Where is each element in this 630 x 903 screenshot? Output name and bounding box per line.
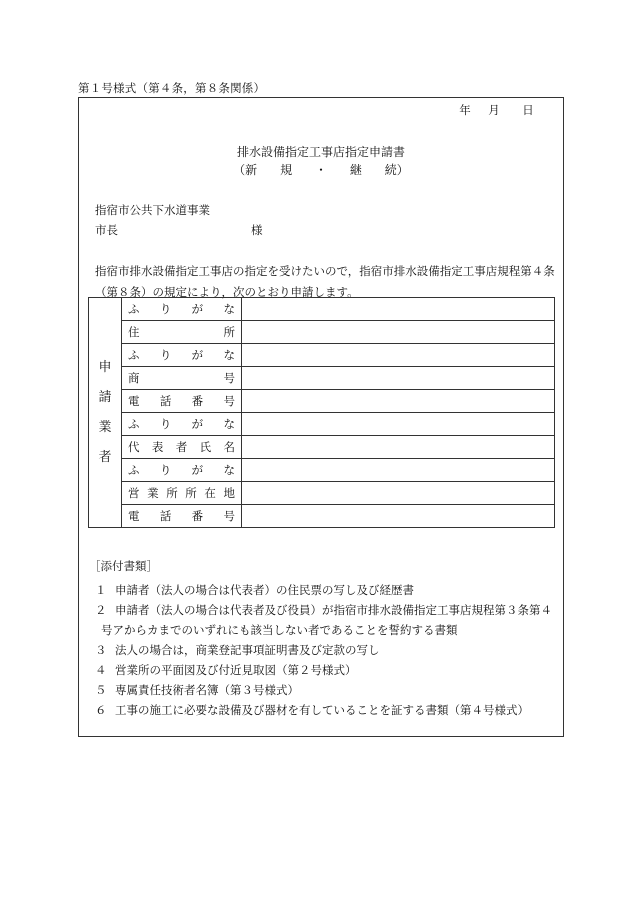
attachment-number: ６: [95, 703, 107, 717]
applicant-field-label: [122, 298, 242, 321]
attachment-item: [89, 640, 559, 660]
label-char: 番: [191, 509, 204, 523]
label-char: 話: [159, 394, 172, 408]
label-char: な: [223, 348, 235, 362]
applicant-table-row: [89, 436, 555, 459]
applicant-field-label: [122, 482, 242, 505]
applicant-field-input[interactable]: [242, 321, 555, 344]
subtitle-cont2: 続）: [384, 163, 409, 177]
applicant-table: [88, 297, 555, 528]
attachment-text: 工事の施工に必要な設備及び器材を有していることを証する書類（第４号様式）: [115, 703, 529, 717]
applicant-field-label: [122, 367, 242, 390]
attachment-item: [89, 580, 559, 600]
applicant-field-input[interactable]: [242, 413, 555, 436]
attachment-item: [89, 680, 559, 700]
label-char: ふ: [128, 302, 140, 316]
label-char: ふ: [128, 417, 140, 431]
date-year-label: 年: [459, 103, 471, 117]
attachment-item: [89, 700, 559, 720]
applicant-field-input[interactable]: [242, 459, 555, 482]
attachment-text-continuation: 号アからカまでのいずれにも該当しない者であることを誓約する書類: [101, 623, 458, 637]
label-char: 商: [128, 371, 140, 385]
applicant-table-row: [89, 459, 555, 482]
date-month-label: 月: [488, 103, 500, 117]
applicant-field-input[interactable]: [242, 344, 555, 367]
date-day-label: 日: [522, 103, 534, 117]
label-char: り: [159, 348, 172, 362]
applicant-table-row: [89, 298, 555, 321]
request-statement-line-2: （第８条）の規定により，次のとおり申請します。: [95, 285, 359, 299]
attachment-text: 営業所の平面図及び付近見取図（第２号様式）: [115, 663, 357, 677]
applicant-table-row: [89, 505, 555, 528]
applicant-side-label: [89, 298, 122, 528]
label-char: 電: [128, 394, 140, 408]
label-char: 代: [128, 440, 140, 454]
label-char: 所: [185, 486, 197, 500]
applicant-table-row: [89, 482, 555, 505]
label-char: 号: [223, 394, 235, 408]
request-statement-line-1: 指宿市排水設備指定工事店の指定を受けたいので，指宿市排水設備指定工事店規程第４条: [95, 264, 555, 278]
applicant-side-char: 申: [98, 359, 112, 375]
subtitle-cont1: 継: [349, 163, 362, 177]
applicant-side-char: 請: [98, 389, 112, 405]
label-char: 名: [223, 440, 235, 454]
subtitle-open: （新: [233, 163, 258, 177]
applicant-field-label: [122, 344, 242, 367]
label-char: な: [223, 417, 235, 431]
attachment-item: [89, 600, 559, 640]
label-char: 号: [223, 371, 235, 385]
label-char: が: [191, 302, 204, 316]
label-char: 所: [166, 486, 178, 500]
label-char: ふ: [128, 463, 140, 477]
subtitle-new-part: 規: [280, 163, 293, 177]
applicant-side-char: 者: [98, 449, 112, 465]
label-char: 表: [151, 440, 164, 454]
label-char: り: [159, 463, 172, 477]
label-char: 在: [204, 486, 216, 500]
date-line: [453, 102, 545, 118]
attachments-list: [89, 580, 559, 720]
applicant-field-label: [122, 390, 242, 413]
label-char: 番: [191, 394, 204, 408]
label-char: 営: [128, 486, 140, 500]
attachment-text: 申請者（法人の場合は代表者及び役員）が指宿市排水設備指定工事店規程第３条第４: [115, 603, 552, 617]
applicant-field-label: [122, 413, 242, 436]
label-char: 電: [128, 509, 140, 523]
attachment-number: １: [95, 583, 107, 597]
label-char: が: [191, 463, 204, 477]
label-char: な: [223, 463, 235, 477]
application-form-frame: [78, 97, 564, 737]
attachment-text: 申請者（法人の場合は代表者）の住民票の写し及び経歴書: [115, 583, 414, 597]
applicant-field-input[interactable]: [242, 482, 555, 505]
subtitle-dot: ・: [314, 163, 327, 177]
attachment-number: ３: [95, 643, 107, 657]
attachment-text: 専属責任技術者名簿（第３号様式）: [115, 683, 299, 697]
label-char: が: [191, 417, 204, 431]
label-char: り: [159, 302, 172, 316]
applicant-field-label: [122, 436, 242, 459]
attachments-heading: ［添付書類］: [89, 559, 158, 573]
addressee-line-2: 市長: [95, 223, 118, 237]
form-title: 排水設備指定工事店指定申請書: [236, 145, 405, 159]
label-char: ふ: [128, 348, 140, 362]
attachment-text: 法人の場合は，商業登記事項証明書及び定款の写し: [115, 643, 380, 657]
applicant-field-input[interactable]: [242, 367, 555, 390]
applicant-field-input[interactable]: [242, 436, 555, 459]
label-char: 者: [175, 440, 188, 454]
label-char: 話: [159, 509, 172, 523]
form-subtitle: [79, 161, 563, 178]
applicant-table-row: [89, 344, 555, 367]
label-char: 地: [223, 486, 235, 500]
label-char: な: [223, 302, 235, 316]
attachment-number: ５: [95, 683, 107, 697]
label-char: 氏: [199, 440, 212, 454]
applicant-field-label: [122, 459, 242, 482]
label-char: 住: [128, 325, 140, 339]
applicant-field-label: [122, 321, 242, 344]
attachment-number: ４: [95, 663, 107, 677]
applicant-table-row: [89, 321, 555, 344]
label-char: 所: [223, 325, 235, 339]
applicant-field-input[interactable]: [242, 298, 555, 321]
label-char: 業: [147, 486, 159, 500]
applicant-side-char: 業: [98, 419, 112, 435]
label-char: が: [191, 348, 204, 362]
addressee-honorific: 様: [251, 223, 263, 237]
addressee-line-1: 指宿市公共下水道事業: [95, 203, 210, 217]
applicant-field-label: [122, 505, 242, 528]
form-number-caption: 第１号様式（第４条，第８条関係）: [78, 81, 266, 95]
applicant-table-row: [89, 413, 555, 436]
attachment-number: ２: [95, 603, 107, 617]
applicant-field-input[interactable]: [242, 505, 555, 528]
applicant-table-row: [89, 367, 555, 390]
label-char: 号: [223, 509, 235, 523]
label-char: り: [159, 417, 172, 431]
applicant-table-row: [89, 390, 555, 413]
applicant-field-input[interactable]: [242, 390, 555, 413]
attachment-item: [89, 660, 559, 680]
